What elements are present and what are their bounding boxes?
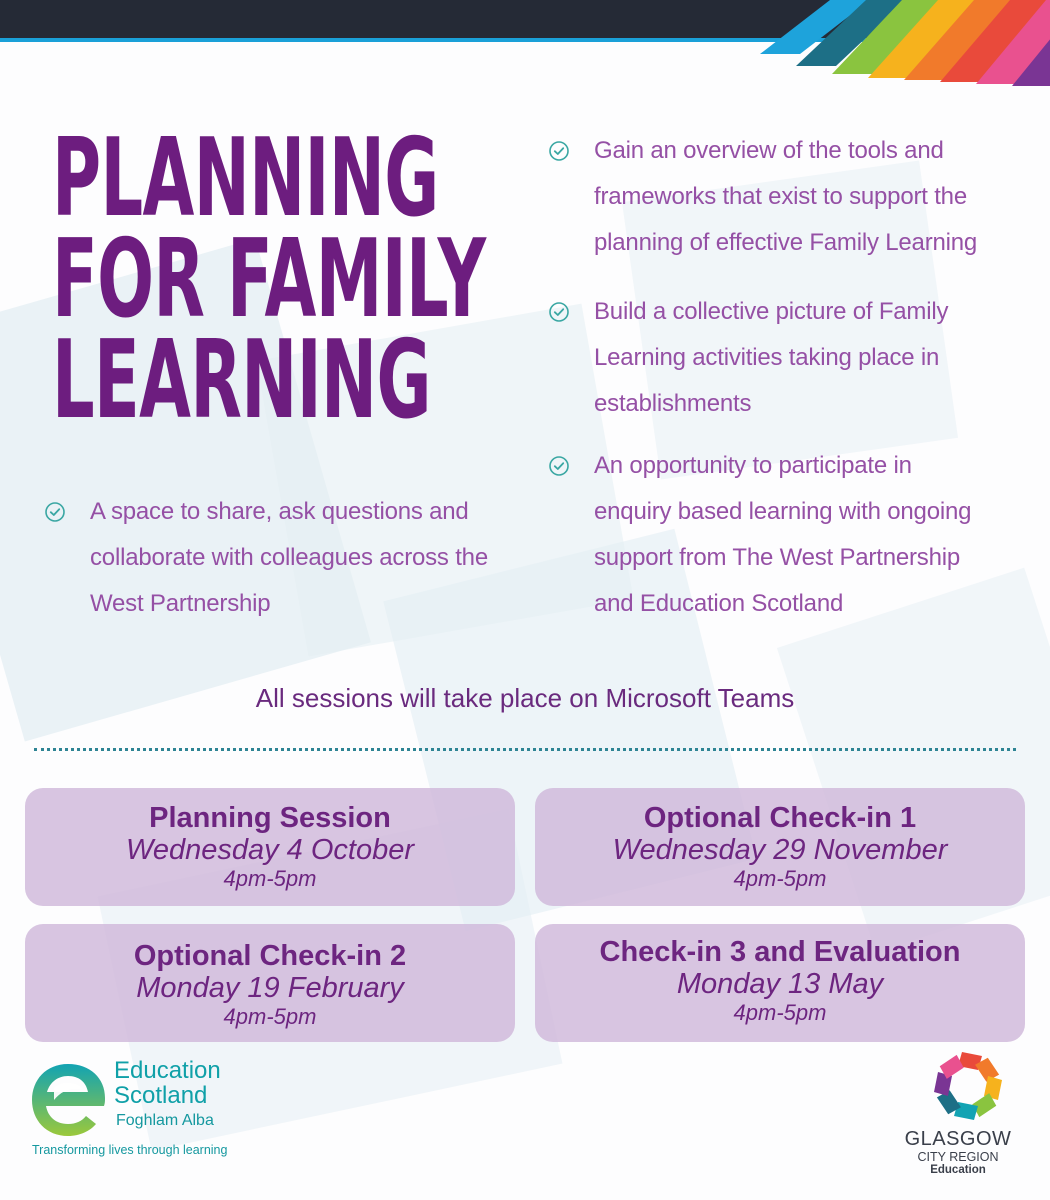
title-line-1: PLANNING xyxy=(52,116,439,241)
bullet-text: An opportunity to participate in enquiry based learning with ongoing support from The West Partnership and Education Scotland xyxy=(594,452,972,617)
session-name: Optional Check-in 2 xyxy=(133,940,407,972)
check-circle-icon xyxy=(548,140,570,162)
session-time: 4pm-5pm xyxy=(733,866,827,891)
education-scotland-e-icon xyxy=(28,1060,108,1140)
education-scotland-logo xyxy=(28,1056,288,1166)
bullet-item xyxy=(548,443,993,627)
rainbow-stripes-decoration xyxy=(740,0,1050,90)
session-name: Planning Session xyxy=(149,802,391,834)
glasgow-city-region-logo xyxy=(888,1040,1028,1180)
session-date: Wednesday 29 November xyxy=(612,834,948,866)
session-date: Monday 19 February xyxy=(136,972,404,1004)
education-scotland-tagline: Transforming lives through learning xyxy=(32,1143,228,1157)
bullet-text: A space to share, ask questions and collaborate with colleagues across the West Partnership xyxy=(90,498,488,617)
session-time: 4pm-5pm xyxy=(223,866,317,891)
bullet-item xyxy=(548,289,988,427)
session-date: Monday 13 May xyxy=(676,968,884,1000)
session-time: 4pm-5pm xyxy=(223,1004,317,1029)
glasgow-logo-line-1: GLASGOW xyxy=(904,1128,1012,1150)
title-line-3: LEARNING xyxy=(52,318,431,443)
glasgow-logo-line-2: CITY REGION xyxy=(917,1150,999,1164)
education-scotland-name-line-1: Education xyxy=(114,1057,221,1084)
session-date: Wednesday 4 October xyxy=(125,834,415,866)
bullet-item xyxy=(548,128,988,266)
education-scotland-name-line-2: Scotland xyxy=(114,1082,208,1109)
check-circle-icon xyxy=(548,301,570,323)
title-line-2: FOR FAMILY xyxy=(52,217,486,342)
glasgow-logo-line-3: Education xyxy=(930,1164,986,1176)
session-card-check-in-2 xyxy=(25,924,515,1042)
check-circle-icon xyxy=(548,455,570,477)
check-circle-icon xyxy=(44,501,66,523)
teams-note: All sessions will take place on Microsoft Teams xyxy=(255,683,795,713)
bullet-item xyxy=(44,489,494,627)
bullet-text: Gain an overview of the tools and frameworks that exist to support the planning of effective Family Learning xyxy=(594,137,978,256)
session-time: 4pm-5pm xyxy=(733,1000,827,1025)
session-name: Optional Check-in 1 xyxy=(643,802,917,834)
session-name: Check-in 3 and Evaluation xyxy=(599,936,961,968)
dotted-divider xyxy=(34,748,1016,751)
bullet-text: Build a collective picture of Family Learning activities taking place in establishments xyxy=(594,298,949,417)
session-card-check-in-1 xyxy=(535,788,1025,906)
session-card-planning xyxy=(25,788,515,906)
glasgow-city-region-ring-icon xyxy=(928,1046,1008,1126)
session-card-check-in-3 xyxy=(535,924,1025,1042)
page-title xyxy=(52,116,486,443)
education-scotland-gaelic-name: Foghlam Alba xyxy=(116,1112,214,1129)
